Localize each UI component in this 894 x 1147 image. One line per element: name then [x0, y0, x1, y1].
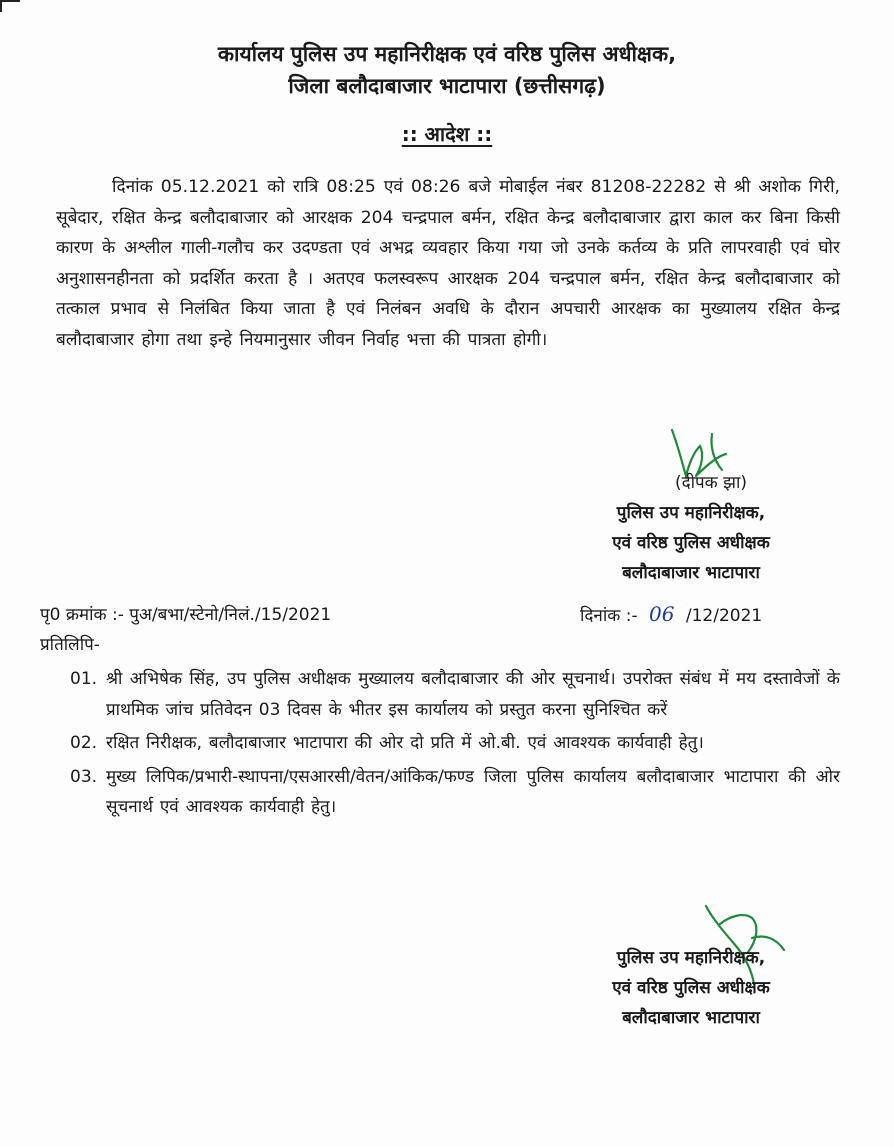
- list-item: [70, 728, 840, 759]
- office-header-line-1: कार्यालय पुलिस उप महानिरीक्षक एवं वरिष्ठ पुलिस अधीक्षक,: [217, 42, 677, 66]
- signatory-location: बलौदाबाजार भाटापारा: [622, 563, 760, 583]
- list-item-text: श्री अभिषेक सिंह, उप पुलिस अधीक्षक मुख्यालय बलौदाबाजार की ओर सूचनार्थ। उपरोक्त संबंध में मय दस्तावेजों के प्राथमिक जांच प्रतिवेदन 03 दिवस के भीतर इस कार्यालय को प्रस्तुत करना सुनिश्चित करें: [106, 669, 840, 720]
- date-month-year: /12/2021: [685, 606, 763, 626]
- signatory-location: बलौदाबाजार भाटापारा: [622, 1008, 760, 1028]
- list-item-text: रक्षित निरीक्षक, बलौदाबाजार भाटापारा की ओर दो प्रति में ओ.बी. एवं आवश्यक कार्यवाही हेतु।: [106, 733, 704, 753]
- list-item-number: 03.: [70, 766, 98, 787]
- list-item-number: 01.: [70, 669, 98, 689]
- list-item-text: मुख्य लिपिक/प्रभारी-स्थापना/एसआरसी/वेतन/आंकिक/फण्ड जिला पुलिस कार्यालय बलौदाबाजार भाटापारा की ओर सूचनार्थ एवं आवश्यक कार्यवाही हेतु।: [106, 766, 840, 817]
- copy-list: [70, 664, 840, 826]
- signature-block-1: [576, 468, 806, 588]
- list-item: [70, 664, 840, 725]
- list-item: [70, 762, 840, 823]
- signatory-name: (दीपक झा): [674, 473, 748, 493]
- reference-date: [580, 602, 762, 626]
- signature-block-2: [576, 943, 806, 1033]
- reference-number: पृ0 क्रमांक :- पुअ/बभा/स्टेनो/निलं./15/2021: [40, 605, 332, 625]
- corner-mark: [0, 0, 20, 12]
- signatory-designation-1: पुलिस उप महानिरीक्षक,: [616, 948, 766, 968]
- handwritten-day: 06: [649, 602, 675, 626]
- date-label: दिनांक :-: [580, 606, 638, 626]
- signatory-designation-2: एवं वरिष्ठ पुलिस अधीक्षक: [612, 978, 770, 998]
- copy-to-label: प्रतिलिपि-: [40, 635, 100, 655]
- order-body: दिनांक 05.12.2021 को रात्रि 08:25 एवं 08:26 बजे मोबाईल नंबर 81208-22282 से श्री अशोक गिरी, सूबेदार, रक्षित केन्द्र बलौदाबाजार को आरक्षक 204 चन्द्रपाल बर्मन, रक्षित केन्द्र बलौदाबाजार द्वारा काल कर बिना किसी कारण के अश्लील गाली-गलौच कर उदण्डता एवं अभद्र व्यवहार किया गया जो उनके कर्तव्य के प्रति लापरवाही एवं घोर अनुशासनहीनता को प्रदर्शित करता है । अतएव फलस्वरूप आरक्षक 204 चन्द्रपाल बर्मन, रक्षित केन्द्र बलौदाबाजार को तत्काल प्रभाव से निलंबित किया जाता है एवं निलंबन अवधि के दौरान अपचारी आरक्षक का मुख्यालय रक्षित केन्द्र बलौदाबाजार होगा तथा इन्हे नियमानुसार जीवन निर्वाह भत्ता की पात्रता होगी।: [56, 177, 840, 350]
- signatory-designation-2: एवं वरिष्ठ पुलिस अधीक्षक: [612, 533, 770, 553]
- order-title: :: आदेश ::: [401, 122, 493, 146]
- signatory-designation-1: पुलिस उप महानिरीक्षक,: [616, 503, 766, 523]
- list-item-number: 02.: [70, 733, 98, 753]
- office-header-line-2: जिला बलौदाबाजार भाटापारा (छत्तीसगढ़): [288, 74, 606, 98]
